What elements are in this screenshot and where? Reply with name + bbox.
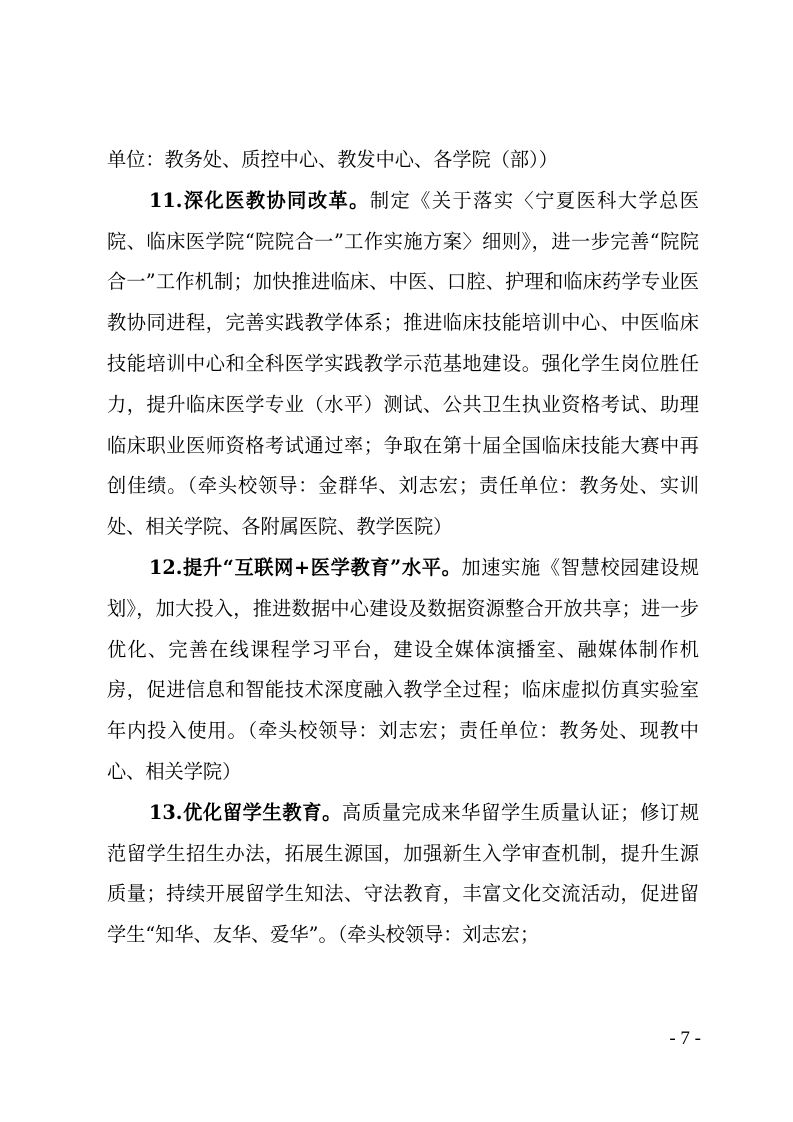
paragraph-text: 高质量完成来华留学生质量认证；修订规范留学生招生办法，拓展生源国，加强新生入学审查机制，提升生源质量；持续开展留学生知法、守法教育，丰富文化交流活动，促进留学生“知华、友华、爱华”。（牵头校领导：刘志宏；	[107, 800, 700, 947]
paragraph-text: 制定《关于落实〈宁夏医科大学总医院、临床医学院“院院合一”工作实施方案〉细则》，进一步完善“院院合一”工作机制；加快推进临床、中医、口腔、护理和临床药学专业医教协同进程，完善实践教学体系；推进临床技能培训中心、中医临床技能培训中心和全科医学实践教学示范基地建设。强化学生岗位胜任力，提升临床医学专业（水平）测试、公共卫生执业资格考试、助理临床职业医师资格考试通过率；争取在第十届全国临床技能大赛中再创佳绩。（牵头校领导：金群华、刘志宏；责任单位：教务处、实训处、相关学院、各附属医院、教学医院）	[107, 188, 699, 539]
paragraph-item-11	[107, 181, 699, 548]
paragraph-item-12	[107, 548, 699, 793]
paragraph-item-13	[107, 793, 699, 956]
paragraph-text: 加速实施《智慧校园建设规划》，加大投入，推进数据中心建设及数据资源整合开放共享；进一步优化、完善在线课程学习平台，建设全媒体演播室、融媒体制作机房，促进信息和智能技术深度融入教学全过程；临床虚拟仿真实验室年内投入使用。（牵头校领导：刘志宏；责任单位：教务处、现教中心、相关学院）	[107, 555, 700, 783]
item-heading: 13.优化留学生教育。	[149, 800, 343, 824]
item-heading: 11.深化医教协同改革。	[149, 188, 370, 212]
page-number: - 7 -	[669, 1028, 701, 1049]
item-heading: 12.提升“互联网+医学教育”水平。	[149, 555, 462, 579]
body-text	[107, 140, 699, 956]
paragraph-continuation	[107, 140, 699, 181]
paragraph-text: 单位：教务处、质控中心、教发中心、各学院（部））	[107, 148, 558, 171]
